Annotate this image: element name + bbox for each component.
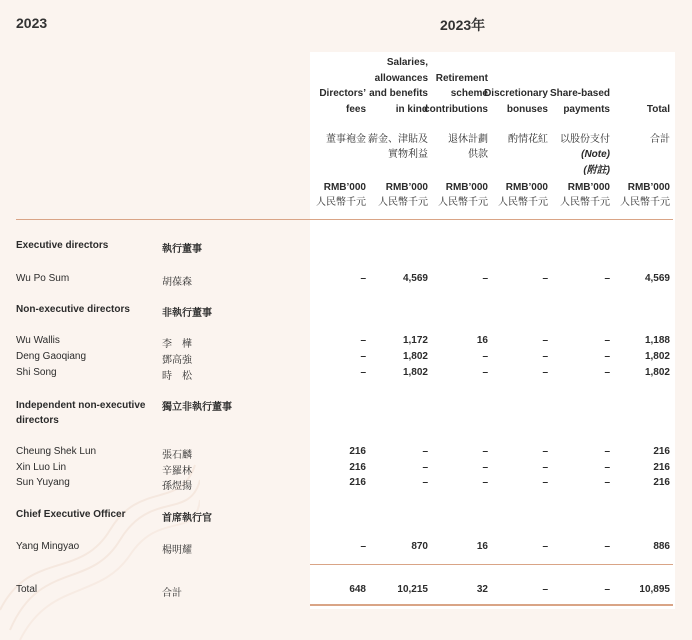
header-line: fees <box>345 103 366 115</box>
cell-value: 4,569 <box>644 273 670 284</box>
cell-value: – <box>482 446 488 457</box>
cell-value: – <box>482 273 488 284</box>
header-line: Directors’ <box>319 88 366 100</box>
row-label-zh: 楊明耀 <box>162 545 192 556</box>
cell-value: – <box>360 335 366 346</box>
column-unit <box>420 180 488 210</box>
unit-en: RMB’000 <box>567 182 610 193</box>
cell-value: 216 <box>349 446 366 457</box>
header-line-zh: 退休計劃 <box>448 134 488 145</box>
cell-value: 1,802 <box>644 367 670 378</box>
header-line: and benefits <box>369 88 428 100</box>
header-line: scheme <box>450 88 488 100</box>
cell-value: – <box>604 335 610 346</box>
unit-en: RMB’000 <box>505 182 548 193</box>
header-line: Retirement <box>435 72 488 84</box>
row-label-zh: 首席執行官 <box>162 513 212 524</box>
column-header-zh <box>480 132 548 147</box>
row-label-en: Yang Mingyao <box>16 541 80 552</box>
table-row <box>0 477 692 493</box>
cell-value: – <box>360 541 366 552</box>
unit-zh: 人民幣千元 <box>438 197 488 208</box>
header-note: (Note) <box>581 149 610 161</box>
header-line: Share-based <box>549 88 610 100</box>
cell-value: 16 <box>476 541 488 552</box>
header-line-zh: 合計 <box>650 134 670 145</box>
bottom-double-rule <box>310 604 673 606</box>
unit-en: RMB’000 <box>627 182 670 193</box>
table-row <box>0 273 692 289</box>
cell-value: – <box>604 367 610 378</box>
column-header-zh <box>600 132 670 147</box>
cell-value: 216 <box>653 462 670 473</box>
cell-value: – <box>360 367 366 378</box>
table-row <box>0 335 692 351</box>
row-label-en: Wu Po Sum <box>16 273 70 284</box>
cell-value: 10,215 <box>397 584 428 595</box>
cell-value: – <box>482 351 488 362</box>
cell-value: – <box>604 584 610 595</box>
header-line: allowances <box>374 72 428 84</box>
row-label-en: Sun Yuyang <box>16 477 70 488</box>
unit-zh: 人民幣千元 <box>620 197 670 208</box>
row-label-zh: 合計 <box>162 588 182 599</box>
year-label-zh: 2023年 <box>440 17 486 33</box>
cell-value: 1,188 <box>644 335 670 346</box>
header-line-zh: 供款 <box>468 149 488 161</box>
header-divider <box>16 219 673 220</box>
cell-value: 648 <box>349 584 366 595</box>
row-label-en: Chief Executive Officer <box>16 509 126 520</box>
row-label-en: Executive directors <box>16 240 109 251</box>
row-label-en: Total <box>16 584 38 595</box>
cell-value: – <box>542 335 548 346</box>
cell-value: 1,802 <box>402 367 428 378</box>
column-header-en <box>600 102 670 117</box>
row-label-zh: 獨立非執行董事 <box>162 402 232 413</box>
table-row <box>0 351 692 367</box>
column-unit <box>600 180 670 210</box>
cell-value: – <box>360 273 366 284</box>
header-line: payments <box>563 103 610 115</box>
cell-value: – <box>542 477 548 488</box>
row-label-en: Xin Luo Lin <box>16 462 67 473</box>
cell-value: – <box>542 446 548 457</box>
cell-value: 32 <box>476 584 488 595</box>
row-label-en: Shi Song <box>16 367 57 378</box>
row-label-zh: 執行董事 <box>162 244 202 255</box>
cell-value: 216 <box>349 477 366 488</box>
row-label-zh: 辛羅林 <box>162 466 192 477</box>
column-header-en <box>420 71 488 117</box>
section-header-row <box>0 509 692 525</box>
cell-value: 10,895 <box>639 584 670 595</box>
header-line-zh: 酌情花紅 <box>508 134 548 145</box>
row-label-en: Deng Gaoqiang <box>16 351 87 362</box>
header-note: (附註) <box>583 164 610 176</box>
cell-value: – <box>422 446 428 457</box>
header-line: contributions <box>424 103 488 115</box>
table-row <box>0 462 692 478</box>
cell-value: 886 <box>653 541 670 552</box>
cell-value: 16 <box>476 335 488 346</box>
unit-en: RMB’000 <box>385 182 428 193</box>
column-header-en <box>480 86 548 117</box>
header-line-zh: 以股份支付 <box>560 134 610 145</box>
cell-value: 216 <box>653 446 670 457</box>
cell-value: – <box>360 351 366 362</box>
cell-value: 870 <box>411 541 428 552</box>
cell-value: – <box>482 462 488 473</box>
column-header-en <box>360 55 428 117</box>
column-header-zh <box>300 132 366 147</box>
cell-value: – <box>482 367 488 378</box>
cell-value: – <box>604 462 610 473</box>
cell-value: – <box>422 477 428 488</box>
section-header-row <box>0 240 692 256</box>
unit-en: RMB’000 <box>445 182 488 193</box>
total-divider <box>310 564 673 565</box>
cell-value: – <box>542 367 548 378</box>
column-header-zh <box>360 132 428 163</box>
row-label-en: Independent non-executive directors <box>16 400 146 426</box>
column-unit <box>480 180 548 210</box>
cell-value: 1,172 <box>402 335 428 346</box>
header-line: in kind <box>395 103 428 115</box>
header-line: bonuses <box>506 103 548 115</box>
column-header-zh <box>420 132 488 163</box>
cell-value: – <box>604 541 610 552</box>
section-header-row <box>0 398 692 426</box>
cell-value: – <box>482 477 488 488</box>
cell-value: 4,569 <box>402 273 428 284</box>
row-label-en: Non-executive directors <box>16 304 130 315</box>
table-row <box>0 446 692 462</box>
cell-value: 216 <box>653 477 670 488</box>
section-header-row <box>0 304 692 320</box>
row-label-zh: 李 樺 <box>162 339 192 350</box>
cell-value: – <box>542 541 548 552</box>
row-label-zh: 孫煜揚 <box>162 481 192 492</box>
cell-value: – <box>542 462 548 473</box>
row-label-en: Wu Wallis <box>16 335 60 346</box>
cell-value: – <box>542 584 548 595</box>
unit-zh: 人民幣千元 <box>378 197 428 208</box>
cell-value: – <box>422 462 428 473</box>
unit-zh: 人民幣千元 <box>560 197 610 208</box>
cell-value: – <box>604 351 610 362</box>
cell-value: – <box>542 351 548 362</box>
row-label-zh: 張石麟 <box>162 450 192 461</box>
table-row <box>0 367 692 383</box>
row-label-zh: 胡葆森 <box>162 277 192 288</box>
header-line-zh: 薪金、津貼及 <box>368 134 428 145</box>
header-line: Total <box>646 103 670 115</box>
cell-value: – <box>542 273 548 284</box>
column-unit <box>300 180 366 210</box>
cell-value: – <box>604 446 610 457</box>
header-line: Salaries, <box>386 57 428 69</box>
cell-value: – <box>604 273 610 284</box>
row-label-zh: 鄧高強 <box>162 355 192 366</box>
column-header-en <box>300 86 366 117</box>
cell-value: 1,802 <box>644 351 670 362</box>
header-line-zh: 董事袍金 <box>326 134 366 145</box>
unit-zh: 人民幣千元 <box>316 197 366 208</box>
column-unit <box>360 180 428 210</box>
header-line: Discretionary <box>484 88 548 100</box>
unit-zh: 人民幣千元 <box>498 197 548 208</box>
row-label-en: Cheung Shek Lun <box>16 446 97 457</box>
cell-value: – <box>604 477 610 488</box>
header-line-zh: 實物利益 <box>388 149 428 161</box>
total-row <box>0 584 692 600</box>
cell-value: 1,802 <box>402 351 428 362</box>
row-label-zh: 時 松 <box>162 371 192 382</box>
table-row <box>0 541 692 557</box>
year-label-en: 2023 <box>16 15 48 31</box>
row-label-zh: 非執行董事 <box>162 308 212 319</box>
cell-value: 216 <box>349 462 366 473</box>
unit-en: RMB’000 <box>323 182 366 193</box>
